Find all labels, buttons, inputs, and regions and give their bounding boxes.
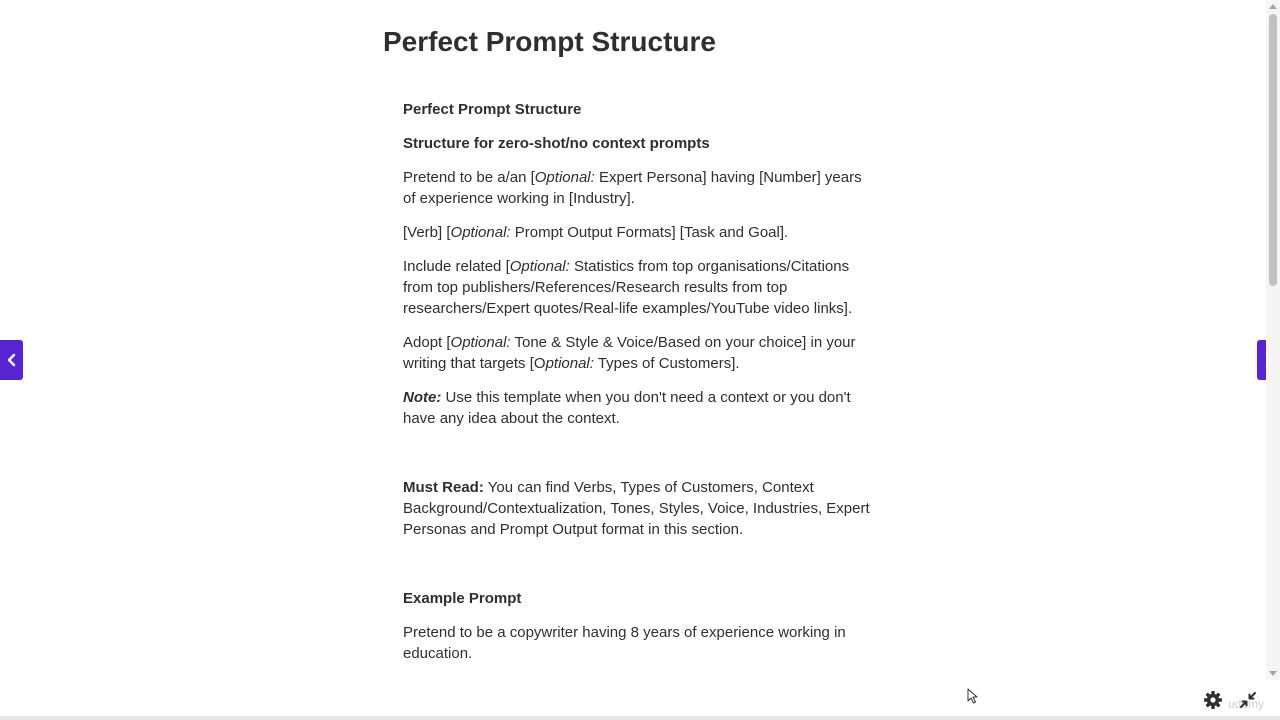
page-title: Perfect Prompt Structure [383, 26, 716, 57]
note-label: Note: [403, 389, 442, 406]
spacer [403, 442, 873, 477]
example-paragraph: Pretend to be a copywriter having 8 years of experience working in education. [403, 624, 846, 662]
previous-lecture-button[interactable] [0, 340, 23, 380]
exit-fullscreen-icon [1238, 690, 1258, 710]
bottom-border [0, 716, 1280, 720]
example-heading: Example Prompt [403, 590, 522, 607]
settings-button[interactable] [1203, 690, 1223, 710]
paragraph-verb: [Verb] [Optional: Prompt Output Formats] [Task and Goal]. [403, 224, 789, 241]
vertical-scrollbar[interactable] [1266, 0, 1280, 680]
mouse-cursor-icon [967, 688, 979, 704]
exit-fullscreen-button[interactable] [1238, 690, 1258, 710]
scroll-up-arrow[interactable] [1269, 4, 1277, 9]
article-heading: Perfect Prompt Structure [403, 101, 582, 118]
watermark: udemy [1228, 697, 1265, 711]
spacer [403, 553, 873, 588]
must-read-label: Must Read: [403, 479, 484, 496]
gear-icon [1203, 690, 1223, 710]
chevron-left-icon [6, 353, 18, 367]
article-body [403, 99, 873, 677]
note-paragraph: Note: Use this template when you don't need a context or you don't have any idea about the context. [403, 389, 851, 427]
paragraph-include: Include related [Optional: Statistics from top organisations/Citations from top publishers/References/Research results from top researchers/Expert quotes/Real-life examples/YouTube video links]. [403, 258, 853, 317]
article-subheading: Structure for zero-shot/no context prompts [403, 135, 710, 152]
scroll-down-arrow[interactable] [1269, 671, 1277, 676]
scroll-thumb[interactable] [1269, 14, 1277, 286]
must-read-paragraph: Must Read: You can find Verbs, Types of Customers, Context Background/Contextualization, Tones, Styles, Voice, Industries, Expert Personas and Prompt Output format in this section. [403, 479, 870, 538]
paragraph-adopt: Adopt [Optional: Tone & Style & Voice/Based on your choice] in your writing that targets [Optional: Types of Customers]. [403, 334, 856, 372]
paragraph-persona: Pretend to be a/an [Optional: Expert Persona] having [Number] years of experience working in [Industry]. [403, 169, 862, 207]
